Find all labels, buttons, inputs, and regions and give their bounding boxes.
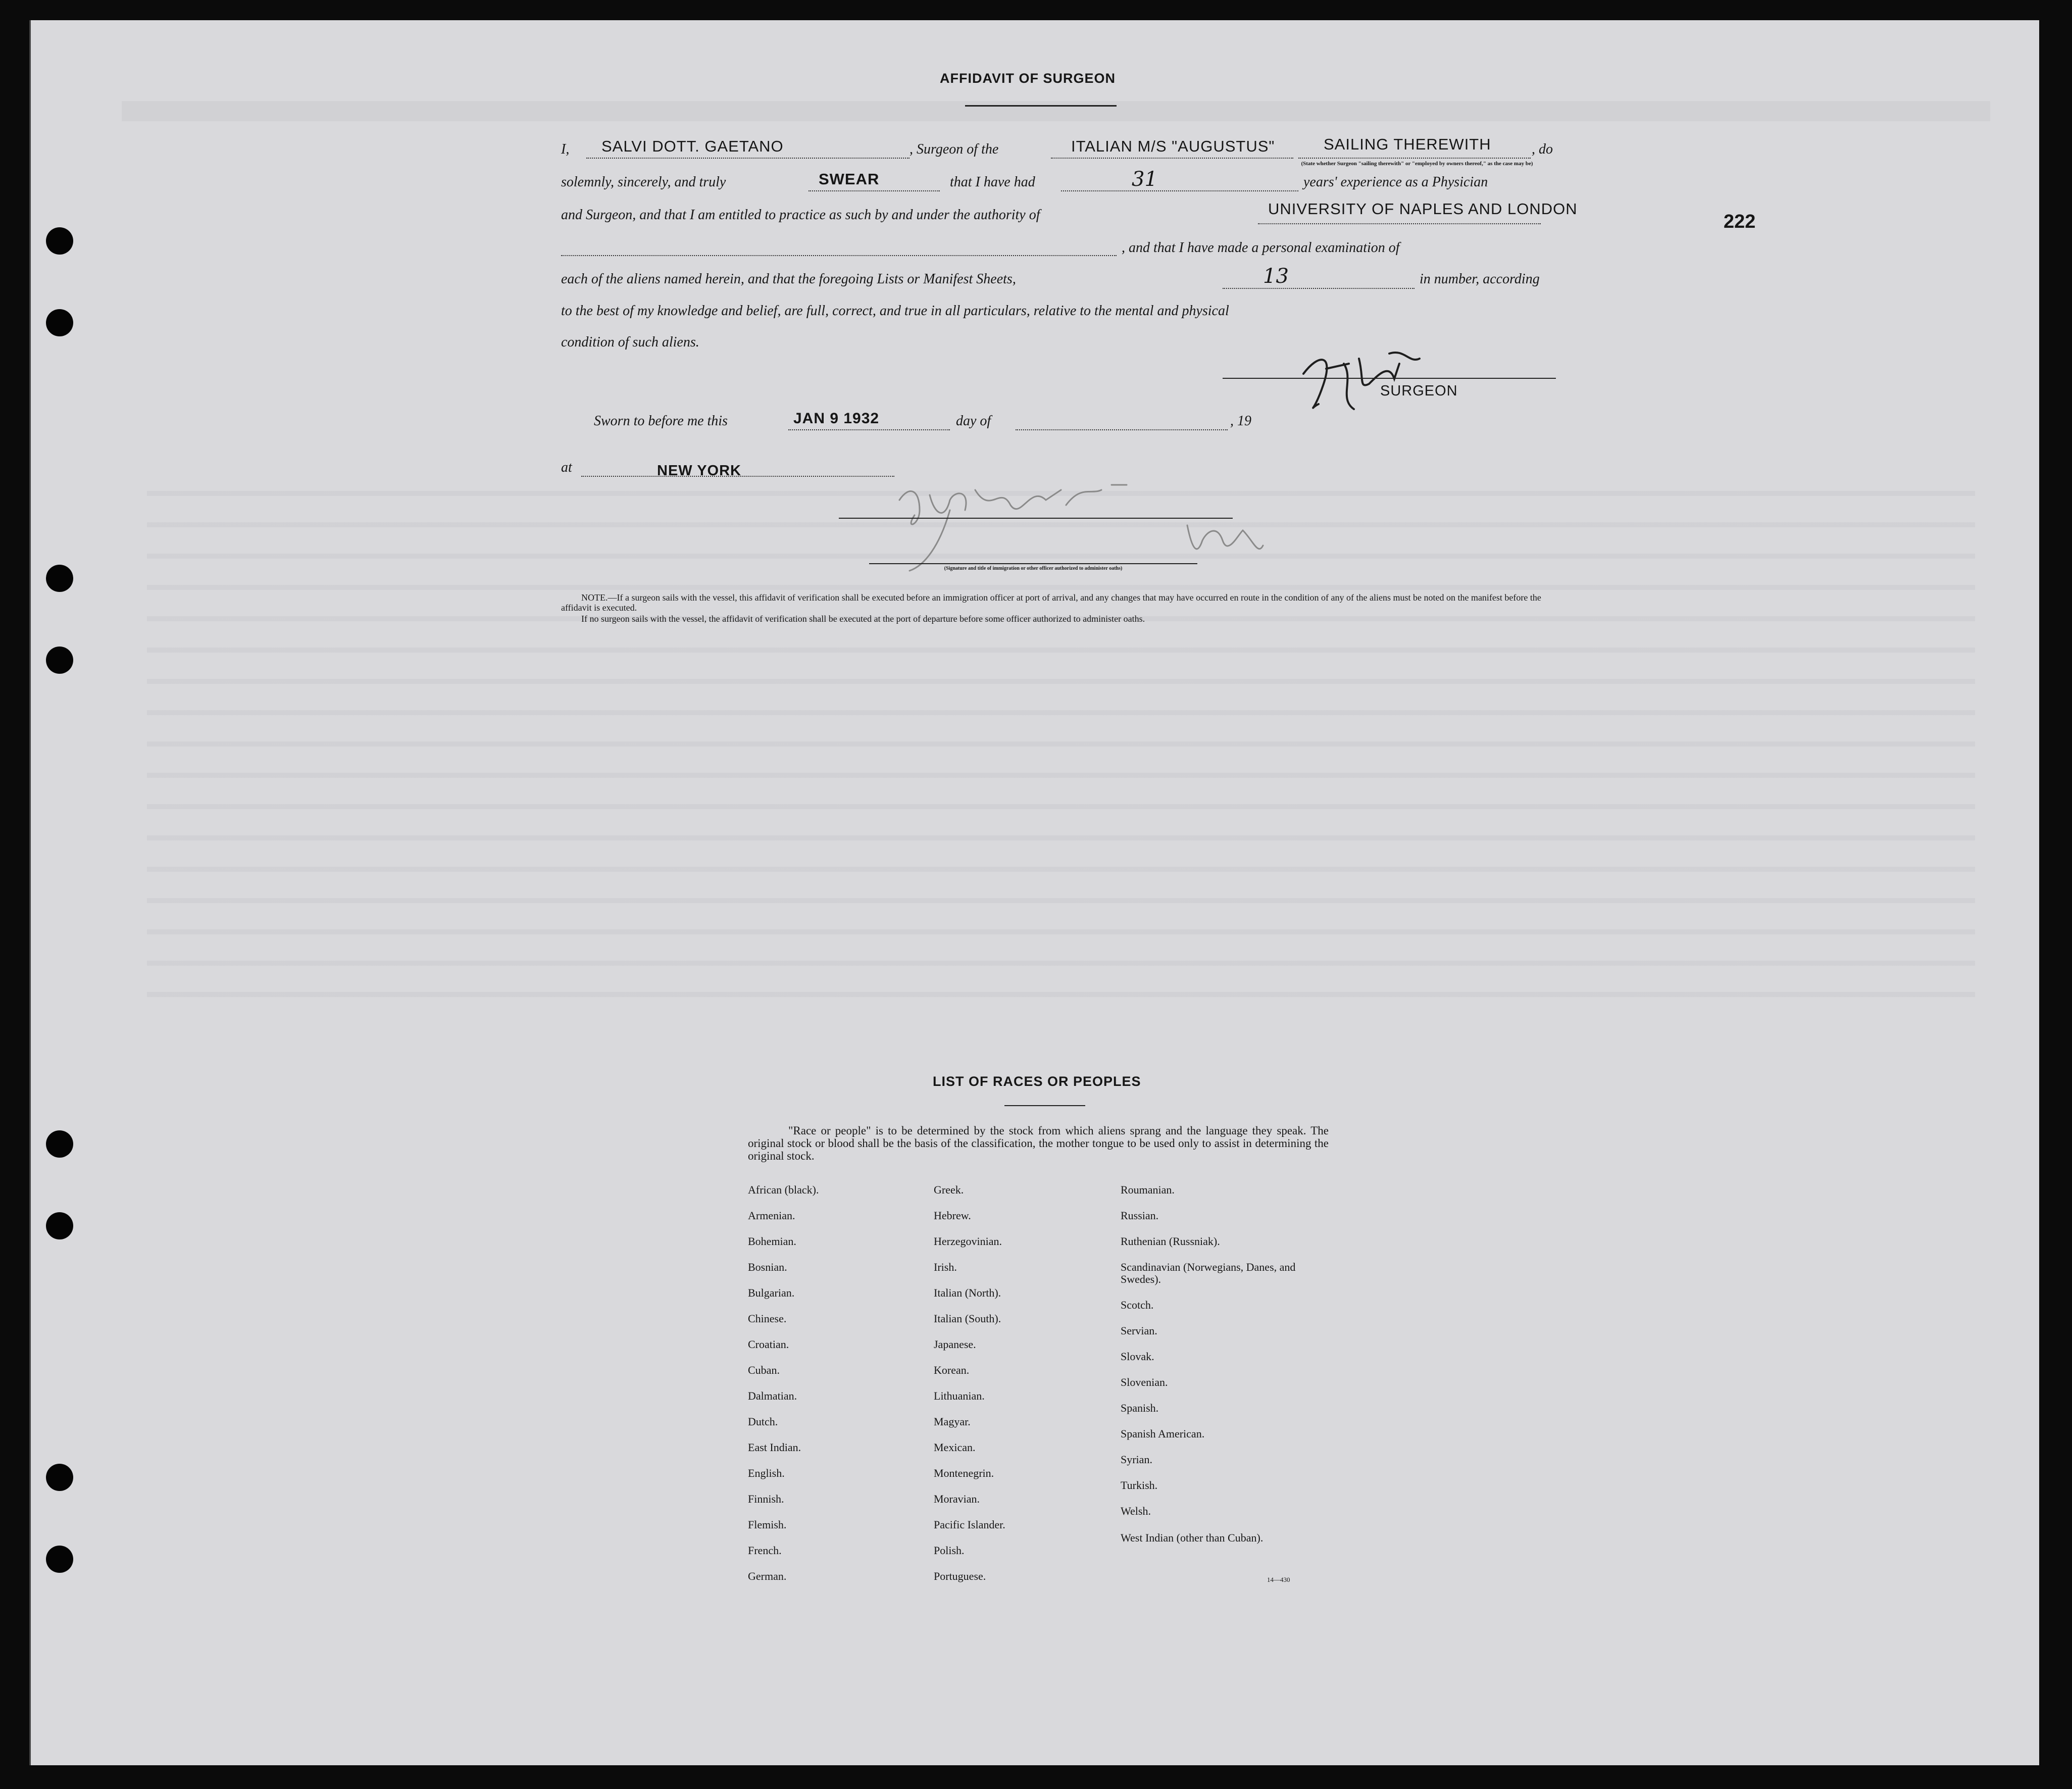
i-prefix: I,: [561, 141, 570, 157]
do-text: , do: [1532, 141, 1553, 157]
punch-hole: [46, 565, 73, 592]
note-paragraph-2: If no surgeon sails with the vessel, the affidavit of verification shall be executed at the port of departure before some officer authorized to administer oaths.: [581, 614, 1145, 624]
solemnly-text: solemnly, sincerely, and truly: [561, 174, 726, 190]
underline: [1051, 158, 1293, 159]
race-item: Montenegrin.: [934, 1467, 994, 1479]
race-item: Welsh.: [1121, 1505, 1151, 1517]
underline: [1061, 190, 1298, 191]
race-item: Korean.: [934, 1364, 970, 1376]
condition-text: condition of such aliens.: [561, 334, 699, 350]
personal-exam-text: , and that I have made a personal examination of: [1122, 240, 1400, 256]
race-item: Japanese.: [934, 1338, 976, 1351]
race-item: Chinese.: [748, 1312, 787, 1325]
surgeon-signature: [1288, 333, 1440, 419]
race-item: Syrian.: [1121, 1453, 1152, 1466]
status-note: (State whether Surgeon "sailing therewith" or "employed by owners thereof," as the case may be): [1301, 161, 1533, 167]
years-experience-text: years' experience as a Physician: [1303, 174, 1488, 190]
punch-hole: [46, 227, 73, 255]
surgeon-name-field: SALVI DOTT. GAETANO: [601, 137, 784, 155]
sheets-count-field: 13: [1263, 265, 1289, 288]
officer-caption: (Signature and title of immigration or other officer authorized to administer oaths): [944, 566, 1123, 571]
page-number: 222: [1724, 211, 1756, 232]
race-item: Herzegovinian.: [934, 1235, 1002, 1248]
races-title-rule: [1004, 1105, 1085, 1106]
race-item: East Indian.: [748, 1441, 801, 1454]
race-item: Finnish.: [748, 1493, 784, 1505]
place-field: NEW YORK: [657, 463, 741, 479]
bleed-through-header: [122, 101, 1990, 121]
race-item: Russian.: [1121, 1209, 1159, 1222]
race-item: Spanish American.: [1121, 1427, 1205, 1440]
sworn-before-text: Sworn to before me this: [594, 413, 728, 429]
affidavit-title: AFFIDAVIT OF SURGEON: [940, 71, 1116, 86]
race-item: Flemish.: [748, 1518, 787, 1531]
best-knowledge-text: to the best of my knowledge and belief, are full, correct, and true in all particulars, relative to the mental and physical: [561, 303, 1229, 319]
race-item: Mexican.: [934, 1441, 976, 1454]
punch-hole: [46, 1212, 73, 1239]
race-item: Ruthenian (Russniak).: [1121, 1235, 1220, 1248]
that-i-have-had-text: that I have had: [950, 174, 1035, 190]
race-item: Moravian.: [934, 1493, 980, 1505]
punch-hole: [46, 309, 73, 336]
race-item: Croatian.: [748, 1338, 789, 1351]
race-item: West Indian (other than Cuban).: [1121, 1531, 1264, 1544]
document-page: [29, 20, 2039, 1765]
race-item: Servian.: [1121, 1324, 1157, 1337]
vessel-field: ITALIAN M/S "AUGUSTUS": [1071, 137, 1275, 155]
surgeon-label: SURGEON: [1380, 383, 1458, 399]
year-prefix-text: , 19: [1230, 413, 1251, 429]
officer-signature: [889, 470, 1324, 576]
races-intro: "Race or people" is to be determined by the stock from which aliens sprang and the language they speak. The original stock or blood shall be the basis of the classification, the mother tongue to be used only to assist in determining the original stock.: [748, 1124, 1329, 1162]
title-rule: [965, 105, 1117, 107]
race-item: Italian (North).: [934, 1286, 1001, 1299]
race-item: Bosnian.: [748, 1261, 787, 1273]
race-item: Italian (South).: [934, 1312, 1001, 1325]
punch-hole: [46, 1546, 73, 1573]
race-item: Armenian.: [748, 1209, 795, 1222]
punch-hole: [46, 1130, 73, 1158]
form-number: 14—430: [1267, 1576, 1290, 1583]
race-item: Dutch.: [748, 1415, 778, 1428]
status-field: SAILING THEREWITH: [1324, 135, 1491, 153]
authority-field: UNIVERSITY OF NAPLES AND LONDON: [1268, 200, 1578, 218]
race-item: Lithuanian.: [934, 1389, 985, 1402]
underline: [586, 158, 909, 159]
oath-word-field: SWEAR: [819, 170, 880, 188]
underline: [1258, 223, 1541, 224]
and-surgeon-text: and Surgeon, and that I am entitled to practice as such by and under the authority of: [561, 207, 1040, 223]
officer-line-1: [839, 518, 1233, 519]
race-item: Greek.: [934, 1183, 964, 1196]
race-item: Slovak.: [1121, 1350, 1154, 1363]
surgeon-signature-line: [1223, 378, 1556, 379]
race-item: Magyar.: [934, 1415, 971, 1428]
race-item: Pacific Islander.: [934, 1518, 1005, 1531]
underline: [561, 255, 1117, 256]
race-item: Bulgarian.: [748, 1286, 795, 1299]
races-title: LIST OF RACES OR PEOPLES: [933, 1074, 1141, 1089]
years-field: 31: [1132, 168, 1157, 191]
punch-hole: [46, 1464, 73, 1491]
race-item: Turkish.: [1121, 1479, 1158, 1492]
officer-line-2: [869, 563, 1197, 564]
sworn-date-stamp: JAN 9 1932: [793, 410, 880, 427]
at-text: at: [561, 460, 572, 475]
race-item: Scandinavian (Norwegians, Danes, and Swedes).: [1121, 1261, 1296, 1285]
race-item: German.: [748, 1570, 787, 1582]
race-item: Irish.: [934, 1261, 957, 1273]
each-of-aliens-text: each of the aliens named herein, and that the foregoing Lists or Manifest Sheets,: [561, 271, 1016, 287]
race-item: Cuban.: [748, 1364, 780, 1376]
underline: [1223, 288, 1414, 289]
surgeon-of-the-text: , Surgeon of the: [909, 141, 999, 157]
underline: [1016, 429, 1228, 430]
in-number-text: in number, according: [1420, 271, 1540, 287]
punch-hole: [46, 647, 73, 674]
race-item: Portuguese.: [934, 1570, 986, 1582]
underline: [788, 429, 950, 430]
race-item: Hebrew.: [934, 1209, 971, 1222]
race-item: Bohemian.: [748, 1235, 796, 1248]
race-item: African (black).: [748, 1183, 819, 1196]
underline: [1298, 158, 1531, 159]
race-item: Scotch.: [1121, 1299, 1154, 1311]
race-item: Spanish.: [1121, 1402, 1159, 1414]
race-item: Slovenian.: [1121, 1376, 1168, 1388]
note-paragraph-1: NOTE.—If a surgeon sails with the vessel, this affidavit of verification shall be executed before an immigration officer at port of arrival, and any changes that may have occurred en route in the condition of any of the aliens must be noted on the manifest before the affidavit is executed.: [561, 592, 1541, 613]
race-item: French.: [748, 1544, 782, 1557]
race-item: English.: [748, 1467, 785, 1479]
race-item: Dalmatian.: [748, 1389, 797, 1402]
underline: [808, 190, 940, 191]
day-of-text: day of: [956, 413, 991, 429]
race-item: Polish.: [934, 1544, 965, 1557]
race-item: Roumanian.: [1121, 1183, 1175, 1196]
underline: [581, 476, 894, 477]
